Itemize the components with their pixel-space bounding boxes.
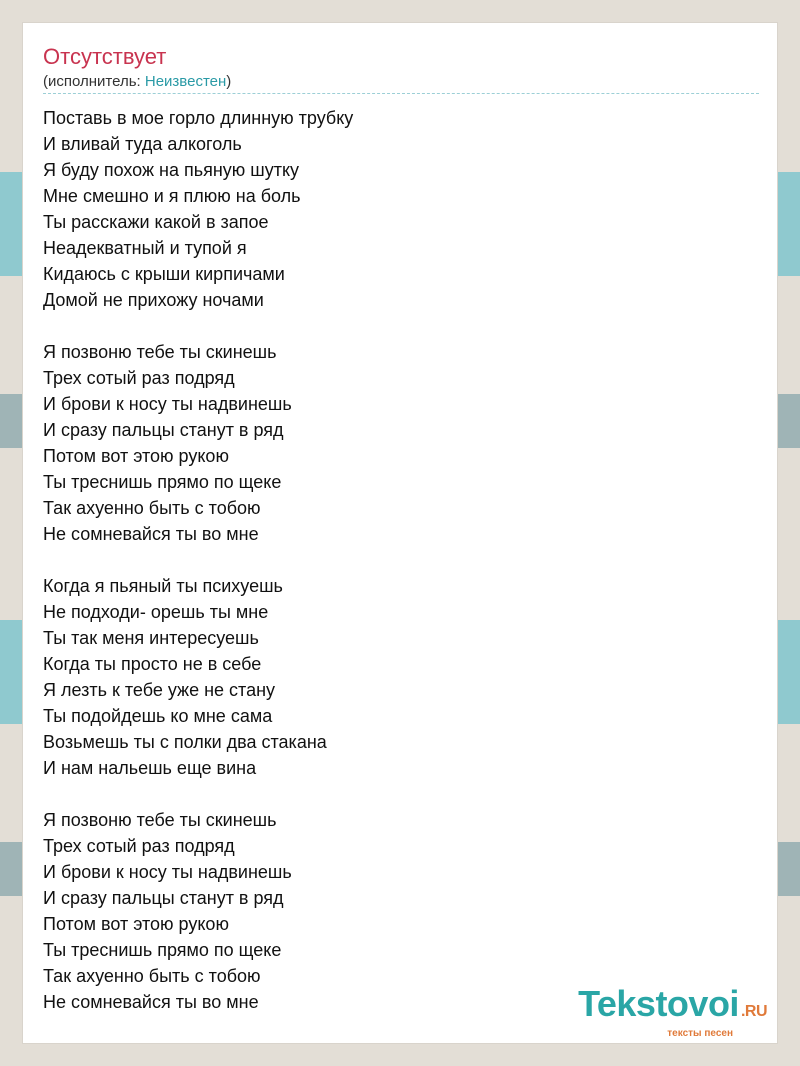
song-title: Отсутствует: [43, 44, 167, 69]
lyric-line: Потом вот этою рукою: [43, 446, 229, 466]
lyrics-stanza: [43, 339, 743, 547]
lyric-line: Трех сотый раз подряд: [43, 368, 235, 388]
lyric-line: Мне смешно и я плюю на боль: [43, 186, 301, 206]
lyric-line: Я позвоню тебе ты скинешь: [43, 342, 277, 362]
lyric-line: Ты треснишь прямо по щеке: [43, 940, 282, 960]
lyric-line: Я позвоню тебе ты скинешь: [43, 810, 277, 830]
lyric-line: И сразу пальцы станут в ряд: [43, 888, 284, 908]
lyric-line: Так ахуенно быть с тобою: [43, 966, 261, 986]
lyric-line: И вливай туда алкоголь: [43, 134, 242, 154]
lyric-line: Кидаюсь с крыши кирпичами: [43, 264, 285, 284]
lyric-line: И нам нальешь еще вина: [43, 758, 257, 778]
divider: [43, 93, 759, 94]
lyric-line: Поставь в мое горло длинную трубку: [43, 108, 354, 128]
lyric-line: Возьмешь ты с полки два стакана: [43, 732, 327, 752]
lyric-line: И брови к носу ты надвинешь: [43, 394, 292, 414]
lyric-line: И сразу пальцы станут в ряд: [43, 420, 284, 440]
lyric-line: Не сомневайся ты во мне: [43, 524, 259, 544]
lyric-line: Ты так меня интересуешь: [43, 628, 259, 648]
lyric-line: Не сомневайся ты во мне: [43, 992, 259, 1012]
lyrics-stanza: [43, 105, 743, 313]
lyric-line: И брови к носу ты надвинешь: [43, 862, 292, 882]
lyric-line: Ты расскажи какой в запое: [43, 212, 269, 232]
lyric-line: Не подходи- орешь ты мне: [43, 602, 269, 622]
site-logo[interactable]: [578, 983, 767, 1039]
lyrics-card: [22, 22, 778, 1044]
lyrics-stanza: [43, 573, 743, 781]
logo-tagline: тексты песен: [667, 1028, 733, 1039]
lyric-line: Ты треснишь прямо по щеке: [43, 472, 282, 492]
lyric-line: Трех сотый раз подряд: [43, 836, 235, 856]
lyric-line: Я буду похож на пьяную шутку: [43, 160, 300, 180]
song-meta: [43, 73, 231, 90]
logo-tld: .RU: [740, 1003, 767, 1020]
logo-main-text: Tekstovoi: [578, 983, 739, 1024]
lyric-line: Неадекватный и тупой я: [43, 238, 247, 258]
lyric-line: Так ахуенно быть с тобою: [43, 498, 261, 518]
artist-link[interactable]: Неизвестен: [144, 73, 227, 90]
lyric-line: Когда ты просто не в себе: [43, 654, 262, 674]
lyric-line: Когда я пьяный ты психуешь: [43, 576, 283, 596]
lyric-line: Я лезть к тебе уже не стану: [43, 680, 276, 700]
lyric-line: Ты подойдешь ко мне сама: [43, 706, 273, 726]
lyric-line: Домой не прихожу ночами: [43, 290, 264, 310]
meta-suffix: ): [226, 73, 232, 90]
lyrics-body: [43, 105, 743, 1041]
logo-wordmark: [578, 983, 767, 1030]
lyric-line: Потом вот этою рукою: [43, 914, 229, 934]
meta-prefix: (исполнитель:: [43, 73, 145, 90]
